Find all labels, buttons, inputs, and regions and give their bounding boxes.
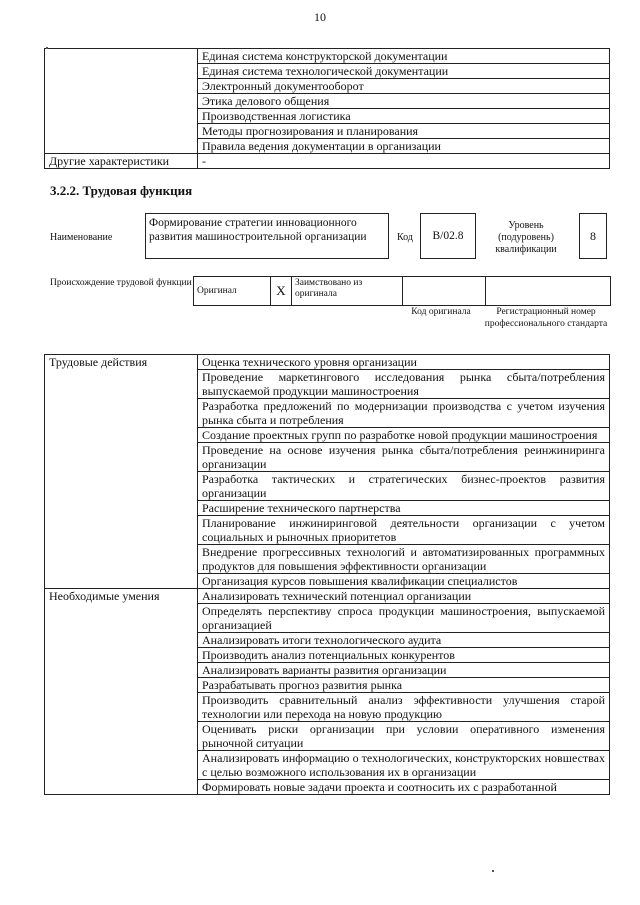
labor-action-item: Разработка предложений по модернизации производства с учетом изучения рынка сбыта и потребления [198,399,610,428]
code-label: Код [397,232,413,243]
labor-action-item: Расширение технического партнерства [198,501,610,516]
empty-cell [45,49,198,154]
reg-num-label: Регистрационный номер профессионального стандарта [484,307,608,329]
section-title: 3.2.2. Трудовая функция [50,183,193,198]
skill-item: Анализировать итоги технологического аудита [198,633,610,648]
labor-action-item: Организация курсов повышения квалификации специалистов [198,574,610,589]
knowledge-item: Правила ведения документации в организации [198,139,610,154]
reg-num-cell [486,277,611,306]
original-label: Оригинал [194,277,271,306]
name-label: Наименование [50,232,113,243]
knowledge-table [44,48,610,169]
skill-item: Определять перспективу спроса продукции машиностроения, выпускаемой организацией [198,604,610,633]
labor-action-item: Внедрение прогрессивных технологий и автоматизированных программных продуктов для повышения эффективности организации [198,545,610,574]
table-row [45,589,610,604]
knowledge-item: Производственная логистика [198,109,610,124]
origin-table [193,276,611,306]
knowledge-item: Методы прогнозирования и планирования [198,124,610,139]
table-row [45,154,610,169]
table-row [45,355,610,370]
function-table [44,354,610,795]
code-value: B/02.8 [420,213,476,259]
other-value: - [198,154,610,169]
skill-item: Производить сравнительный анализ эффективности улучшения старой технологии или перехода на новую продукцию [198,693,610,722]
skill-item: Анализировать технический потенциал организации [198,589,610,604]
level-value: 8 [579,213,607,259]
name-value: Формирование стратегии инновационного развития машиностроительной организации [145,213,389,259]
knowledge-item: Этика делового общения [198,94,610,109]
labor-action-label: Трудовые действия [45,355,198,589]
code-orig-label: Код оригинала [411,307,471,317]
skill-item: Оценивать риски организации при условии оперативного изменения рыночной ситуации [198,722,610,751]
borrowed-label: Заимствовано из оригинала [292,277,403,306]
skill-label: Необходимые умения [45,589,198,795]
code-orig-cell [403,277,486,306]
scan-mark [492,870,494,872]
knowledge-item: Единая система технологической документации [198,64,610,79]
labor-action-item: Создание проектных групп по разработке новой продукции машиностроения [198,428,610,443]
labor-action-item: Планирование инжиниринговой деятельности организации с учетом социальных и рыночных приоритетов [198,516,610,545]
knowledge-item: Единая система конструкторской документации [198,49,610,64]
labor-action-item: Оценка технического уровня организации [198,355,610,370]
other-label: Другие характеристики [45,154,198,169]
page-number: 10 [314,10,326,24]
labor-action-item: Проведение на основе изучения рынка сбыта/потребления реинжиниринга организации [198,443,610,472]
knowledge-item: Электронный документооборот [198,79,610,94]
skill-item: Разрабатывать прогноз развития рынка [198,678,610,693]
skill-item: Формировать новые задачи проекта и соотносить их с разработанной [198,780,610,795]
skill-item: Анализировать варианты развития организации [198,663,610,678]
skill-item: Производить анализ потенциальных конкурентов [198,648,610,663]
table-row [45,49,610,64]
scan-mark [46,47,48,49]
labor-action-item: Разработка тактических и стратегических бизнес-проектов развития организации [198,472,610,501]
original-mark: X [271,277,292,306]
level-label: Уровень (подуровень) квалификации [495,220,557,255]
origin-label: Происхождение трудовой функции [50,278,192,288]
labor-action-item: Проведение маркетингового исследования рынка сбыта/потребления выпускаемой продукции машиностроения [198,370,610,399]
skill-item: Анализировать информацию о технологических, конструкторских новшествах с целью возможного использования их в организации [198,751,610,780]
